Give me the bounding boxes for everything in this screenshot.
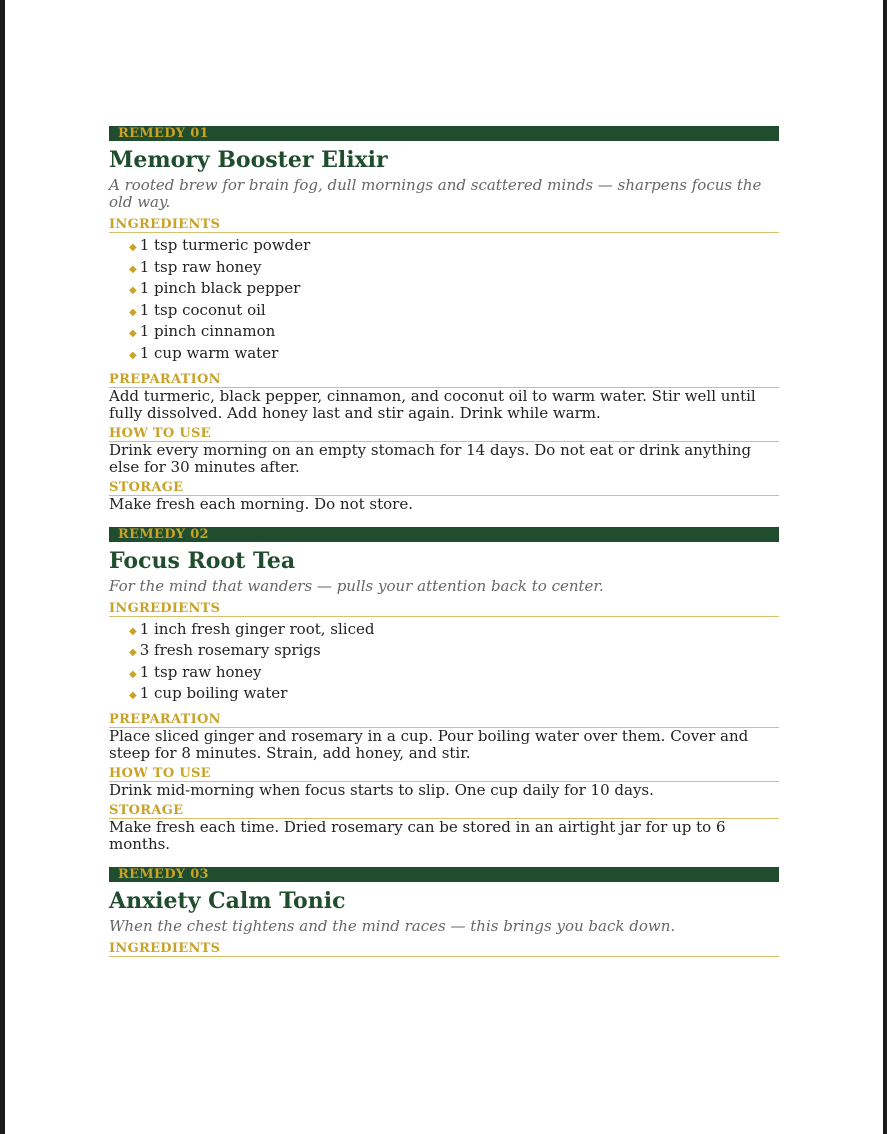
ingredients-heading: INGREDIENTS (109, 217, 779, 233)
ingredient-text: 1 tsp raw honey (139, 662, 262, 681)
diamond-bullet-icon: ◆ (129, 647, 137, 659)
ingredient-text: 1 pinch black pepper (139, 279, 301, 298)
remedy-02 (109, 527, 779, 853)
list-item (129, 279, 779, 301)
remedy-label: REMEDY 02 (109, 527, 779, 542)
preparation-text: Add turmeric, black pepper, cinnamon, and coconut oil to warm water. Stir well until fully dissolved. Add honey last and stir again. Drink while warm. (109, 386, 756, 422)
storage-text: Make fresh each morning. Do not store. (109, 494, 413, 513)
list-item (129, 322, 779, 344)
remedy-tagline: A rooted brew for brain fog, dull mornings and scattered minds — sharpens focus the old way. (109, 176, 762, 211)
ingredients-heading: INGREDIENTS (109, 941, 779, 957)
ingredients-list (109, 620, 779, 706)
how-to-use-text: Drink mid-morning when focus starts to slip. One cup daily for 10 days. (109, 780, 654, 799)
page-edge-right (883, 0, 887, 1134)
ingredient-text: 1 tsp turmeric powder (139, 236, 311, 254)
how-to-use-heading: HOW TO USE (109, 766, 779, 782)
list-item (129, 684, 779, 706)
how-to-use-text: Drink every morning on an empty stomach for 14 days. Do not eat or drink anything else for 30 minutes after. (109, 440, 752, 476)
remedy-03 (109, 867, 779, 957)
ingredients-list (109, 236, 779, 366)
storage-heading: STORAGE (109, 480, 779, 496)
remedy-title: Memory Booster Elixir (109, 147, 388, 173)
storage-text: Make fresh each time. Dried rosemary can be stored in an airtight jar for up to 6 months. (109, 817, 726, 853)
list-item (129, 258, 779, 280)
ingredient-text: 1 cup boiling water (139, 684, 288, 703)
ingredient-text: 1 tsp coconut oil (139, 300, 266, 319)
ingredient-text: 1 tsp raw honey (139, 257, 262, 276)
page-edge-left (0, 0, 5, 1134)
remedy-01 (109, 126, 779, 513)
list-item (129, 663, 779, 685)
diamond-bullet-icon: ◆ (129, 690, 137, 702)
diamond-bullet-icon: ◆ (129, 285, 137, 297)
ingredients-heading: INGREDIENTS (109, 601, 779, 617)
remedy-label: REMEDY 03 (109, 867, 779, 882)
list-item (129, 641, 779, 663)
diamond-bullet-icon: ◆ (129, 263, 137, 275)
ingredient-text: 3 fresh rosemary sprigs (139, 641, 321, 660)
remedy-title: Focus Root Tea (109, 547, 296, 574)
remedy-title: Anxiety Calm Tonic (109, 887, 346, 914)
diamond-bullet-icon: ◆ (129, 242, 137, 253)
ingredient-text: 1 pinch cinnamon (139, 322, 276, 341)
ingredient-text: 1 cup warm water (139, 343, 279, 362)
storage-heading: STORAGE (109, 803, 779, 819)
diamond-bullet-icon: ◆ (129, 349, 137, 361)
document-page (109, 126, 779, 971)
remedy-tagline: When the chest tightens and the mind races — this brings you back down. (109, 916, 676, 935)
ingredient-text: 1 inch fresh ginger root, sliced (139, 619, 375, 638)
list-item (129, 620, 779, 642)
preparation-heading: PREPARATION (109, 372, 779, 388)
diamond-bullet-icon: ◆ (129, 668, 137, 680)
list-item (129, 301, 779, 323)
remedy-label: REMEDY 01 (109, 126, 779, 141)
preparation-text: Place sliced ginger and rosemary in a cup. Pour boiling water over them. Cover and steep for 8 minutes. Strain, add honey, and stir. (109, 726, 749, 762)
list-item (129, 344, 779, 366)
how-to-use-heading: HOW TO USE (109, 426, 779, 442)
list-item (129, 236, 779, 258)
diamond-bullet-icon: ◆ (129, 328, 137, 340)
diamond-bullet-icon: ◆ (129, 625, 137, 637)
preparation-heading: PREPARATION (109, 712, 779, 728)
diamond-bullet-icon: ◆ (129, 306, 137, 318)
remedy-tagline: For the mind that wanders — pulls your attention back to center. (109, 576, 604, 595)
